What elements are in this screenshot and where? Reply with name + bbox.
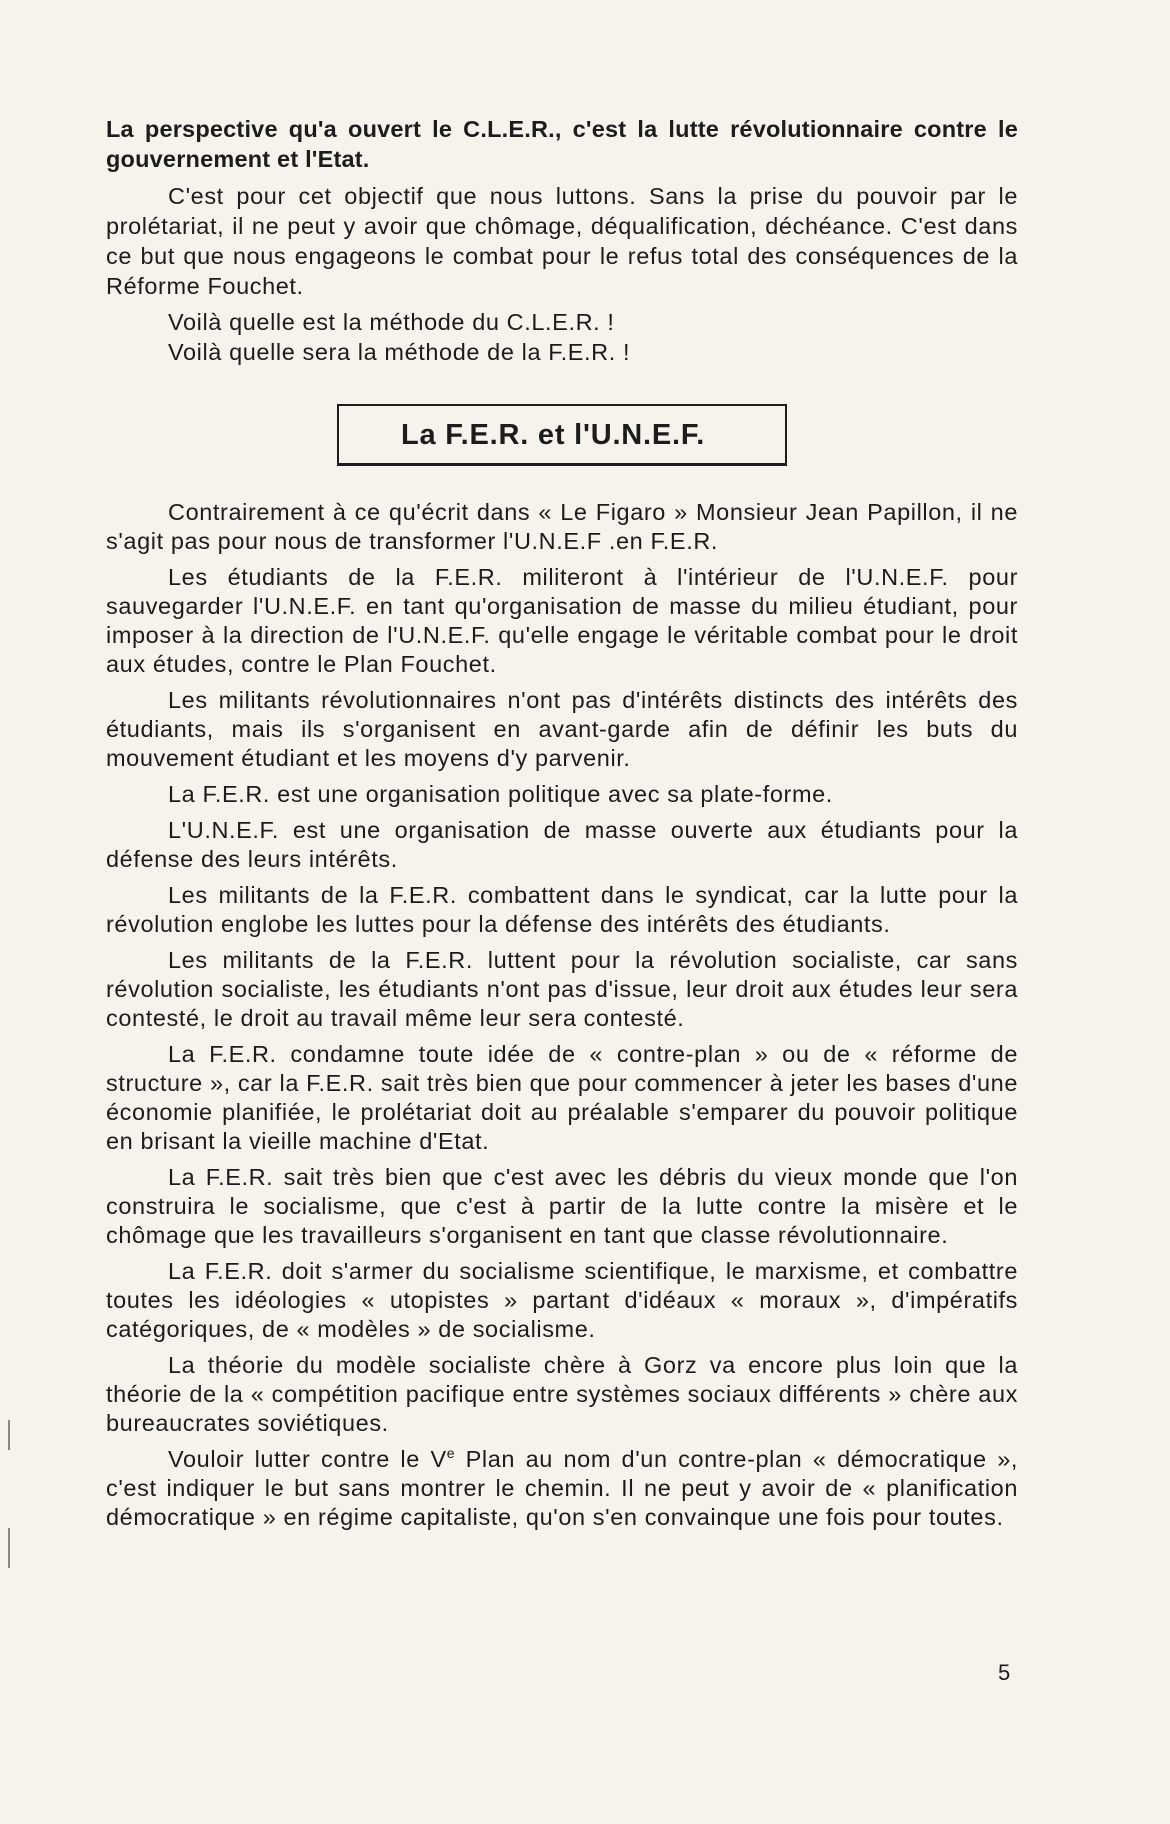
body-paragraph: La F.E.R. sait très bien que c'est avec les débris du vieux monde que l'on construira le socialisme, que c'est à partir de la lutte contre la misère et le chômage que les travailleurs s'organisent en tant que classe révolutionnaire.: [106, 1164, 1018, 1248]
page-number: 5: [998, 1660, 1011, 1685]
body-paragraph: La F.E.R. doit s'armer du socialisme scientifique, le marxisme, et combattre toutes les idéologies « utopistes » partant d'idéaux « moraux », d'impératifs catégoriques, de « modèles » de socialisme.: [106, 1258, 1018, 1342]
body-paragraph: Les étudiants de la F.E.R. militeront à l'intérieur de l'U.N.E.F. pour sauvegarder l'U.N.E.F. en tant qu'organisation de masse du milieu étudiant, pour imposer à la direction de l'U.N.E.F. qu'elle engage le véritable combat pour le droit aux études, contre le Plan Fouchet.: [106, 564, 1018, 677]
margin-mark: [8, 1528, 10, 1568]
intro-paragraph: C'est pour cet objectif que nous luttons. Sans la prise du pouvoir par le prolétariat, il ne peut y avoir que chômage, déqualification, déchéance. C'est dans ce but que nous engageons le combat pour le refus total des conséquences de la Réforme Fouchet.: [106, 183, 1018, 299]
body-paragraph: La théorie du modèle socialiste chère à Gorz va encore plus loin que la théorie de la « compétition pacifique entre systèmes sociaux différents » chère aux bureaucrates soviétiques.: [106, 1352, 1018, 1436]
body-paragraph-last: [106, 1445, 1018, 1532]
section-heading: La F.E.R. et l'U.N.E.F.: [401, 419, 706, 451]
ordinal-superscript: e: [446, 1445, 456, 1462]
body-paragraph: Contrairement à ce qu'écrit dans « Le Figaro » Monsieur Jean Papillon, il ne s'agit pas pour nous de transformer l'U.N.E.F .en F.E.R.: [106, 499, 1018, 554]
intro-bold-statement: [106, 114, 1018, 180]
section-body: [106, 498, 1018, 1539]
method-line-cler: Voilà quelle est la méthode du C.L.E.R. !: [168, 309, 615, 335]
section-heading-box: [337, 404, 787, 466]
method-line-fer: Voilà quelle sera la méthode de la F.E.R. !: [168, 339, 631, 365]
body-paragraph: La F.E.R. condamne toute idée de « contre-plan » ou de « réforme de structure », car la F.E.R. sait très bien que pour commencer à jeter les bases d'une économie planifiée, le prolétariat doit au préalable s'emparer du pouvoir politique en brisant la vieille machine d'Etat.: [106, 1041, 1018, 1154]
body-paragraph: L'U.N.E.F. est une organisation de masse ouverte aux étudiants pour la défense des leurs intérêts.: [106, 817, 1018, 872]
body-paragraph: Les militants révolutionnaires n'ont pas d'intérêts distincts des intérêts des étudiants, mais ils s'organisent en avant-garde afin de définir les buts du mouvement étudiant et les moyens d'y parvenir.: [106, 687, 1018, 771]
body-paragraph: Les militants de la F.E.R. combattent dans le syndicat, car la lutte pour la révolution englobe les luttes pour la défense des intérêts des étudiants.: [106, 882, 1018, 937]
bold-statement-text: La perspective qu'a ouvert le C.L.E.R., c'est la lutte révolutionnaire contre le gouvernement et l'Etat.: [106, 116, 1018, 172]
body-paragraph: Les militants de la F.E.R. luttent pour la révolution socialiste, car sans révolution socialiste, les étudiants n'ont pas d'issue, leur droit aux études leur sera contesté, le droit au travail même leur sera contesté.: [106, 947, 1018, 1031]
last-paragraph-end: Plan au nom d'un contre-plan « démocratique », c'est indiquer le but sans montrer le chemin. Il ne peut y avoir de « planification démocratique » en régime capitaliste, qu'on s'en convainque une fois pour toutes.: [106, 1446, 1018, 1530]
margin-mark: [8, 1420, 10, 1450]
intro-paragraphs: [106, 181, 1018, 367]
body-paragraph: La F.E.R. est une organisation politique avec sa plate-forme.: [168, 781, 833, 807]
last-paragraph-start: Vouloir lutter contre le V: [168, 1446, 447, 1472]
